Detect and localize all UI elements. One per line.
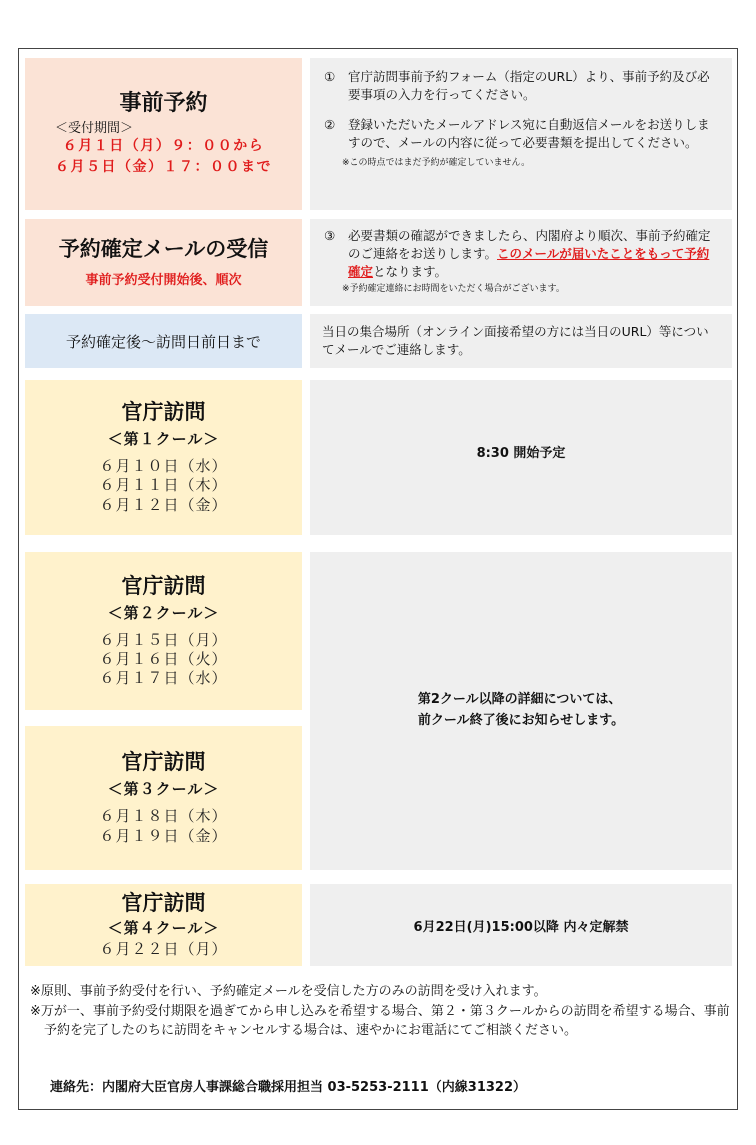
course1-cell [25,380,302,535]
note-item: ※原則、事前予約受付を行い、予約確定メールを受信した方のみの訪問を受け入れます。 [30,984,547,999]
course4-dates [99,940,227,959]
step2-text: 登録いただいたメールアドレス宛に自動返信メールをお送りしますので、メールの内容に従って必要書類を提出してください。 [348,117,710,151]
course3-cell [25,726,302,870]
course1-sub: ＜第１クール＞ [107,430,220,449]
course4-sub: ＜第４クール＞ [107,918,220,937]
course2-cell [25,552,302,710]
prebook-note: ※この時点ではまだ予約が確定していません。 [342,157,531,168]
course2-sub: ＜第２クール＞ [107,603,220,622]
prebook-step2 [324,116,718,152]
course2-title: 官庁訪問 [121,573,206,598]
confirm-subtitle: 事前予約受付開始後、順次 [85,272,242,288]
course3-dates [99,807,227,845]
step1-number: ① [324,69,336,84]
course1-info: 8:30 開始予定 [476,446,566,461]
course23-info-line: 第2クール以降の詳細については、 [417,692,622,708]
course2-dates [99,631,227,689]
course4-cell [25,884,302,966]
course1-date: ６月１０日（水） [99,457,228,476]
contact: 連絡先：内閣府大臣官房人事課総合職採用担当 03-5253-2111（内線31322） [50,1080,526,1095]
step3-number: ③ [324,228,336,243]
course1-title: 官庁訪問 [121,400,206,425]
prebook-cell [25,58,302,210]
course3-sub: ＜第３クール＞ [107,780,220,799]
course4-info-cell [310,884,732,966]
step3-text-a: 必要書類の確認ができましたら、内閣府より順次、事前予約確定のご連絡をお送りします。 [348,228,711,262]
confirm-note: ※予約確定連絡にお時間をいただく場合がございます。 [342,284,565,295]
confirm-cell [25,219,302,306]
step3-text [348,227,718,281]
course3-date: ６月１８日（木） [99,807,228,826]
course1-date: ６月１１日（木） [99,476,228,495]
prebook-title: 事前予約 [119,91,208,116]
course1-dates [99,457,227,515]
step3-highlight: このメールが届いたことをもって予約確定 [348,246,710,280]
course23-info-line: 前クール終了後にお知らせします。 [417,713,625,728]
step2-number: ② [324,117,336,133]
prebook-step1 [324,68,718,104]
course23-info [418,690,624,732]
step1-text: 官庁訪問事前予約フォーム（指定のURL）より、事前予約及び必要事項の入力を行ってください。 [348,69,710,103]
note-item: ※万が一、事前予約受付期限を過ぎてから申し込みを希望する場合、第２・第３クールからの訪問を希望する場合、事前予約を完了したのちに訪問をキャンセルする場合は、速やかにお電話にてご相談ください。 [30,1003,730,1038]
course4-title: 官庁訪問 [121,890,206,915]
before-visit-text: 当日の集合場所（オンライン面接希望の方には当日のURL）等についてメールでご連絡します。 [322,324,709,358]
course4-date: ６月２２日（月） [99,939,228,958]
before-visit-cell [25,314,302,368]
course3-title: 官庁訪問 [121,750,206,775]
confirm-title: 予約確定メールの受信 [58,237,269,262]
prebook-period-label: ＜受付期間＞ [55,121,134,137]
confirm-detail [310,219,732,306]
step3-text-b: となります。 [373,264,448,280]
course23-info-cell [310,552,732,870]
notes [30,982,730,1041]
confirm-step3 [324,227,718,281]
before-visit-label: 予約確定後～訪問日前日まで [65,332,261,351]
before-visit-detail [310,314,732,368]
course1-info-cell [310,380,732,535]
course2-date: ６月１５日（月） [99,630,228,649]
course2-date: ６月１６日（火） [99,649,228,668]
prebook-period-end: ６月５日（金）１７：００まで [55,158,272,175]
prebook-detail [310,58,732,210]
course3-date: ６月１９日（金） [99,826,228,845]
course1-date: ６月１２日（金） [99,495,228,514]
prebook-period-start: ６月１日（月）９：００から [62,138,265,155]
course2-date: ６月１７日（水） [99,669,228,688]
course4-info: 6月22日(月)15:00以降 内々定解禁 [413,919,629,935]
